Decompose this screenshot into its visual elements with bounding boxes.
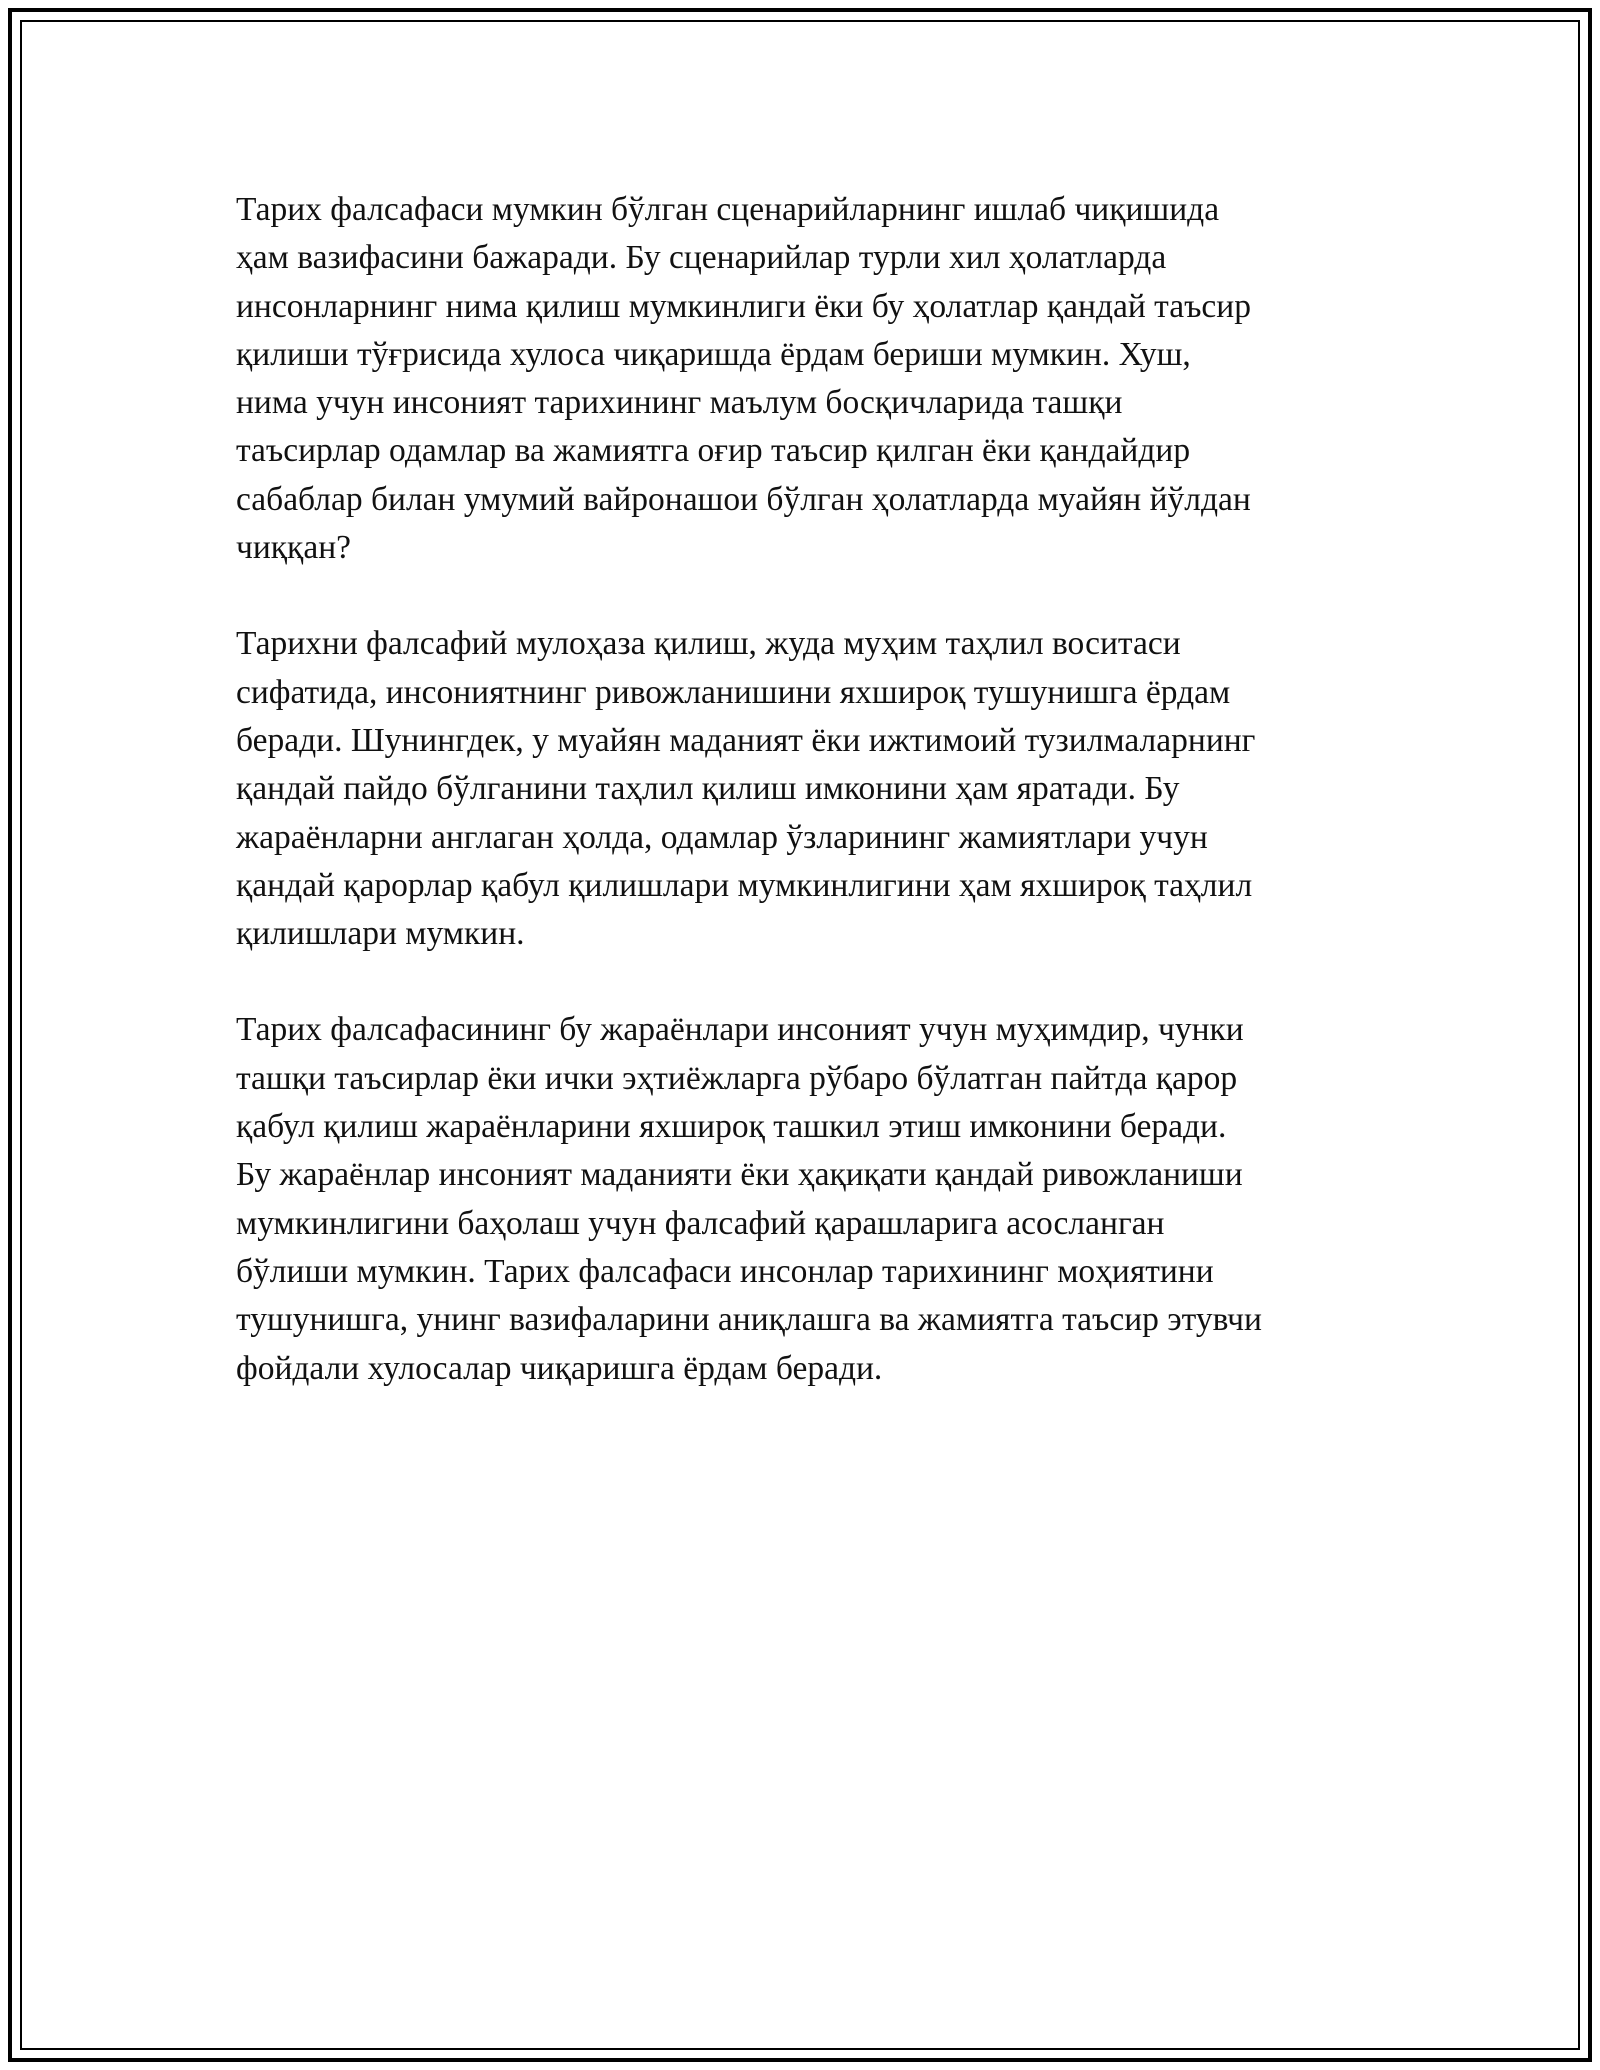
text-line: қилишлари мумкин. xyxy=(236,915,525,953)
text-line: бўлиши мумкин. Тарих фалсафаси инсонлар тарихининг моҳиятини xyxy=(236,1252,1214,1290)
text-line: жараёнларни англаган ҳолда, одамлар ўзларининг жамиятлари учун xyxy=(236,818,1208,856)
paragraph-1 xyxy=(236,186,1366,572)
text-line: инсонларнинг нима қилиш мумкинлиги ёки бу ҳолатлар қандай таъсир xyxy=(236,287,1251,325)
text-line: чиққан? xyxy=(236,529,351,567)
text-line: таъсирлар одамлар ва жамиятга оғир таъсир қилган ёки қандайдир xyxy=(236,432,1191,470)
text-line: Бу жараёнлар инсоният маданияти ёки ҳақиқати қандай ривожланиши xyxy=(236,1156,1243,1194)
text-line: ташқи таъсирлар ёки ички эҳтиёжларга рўбаро бўлатган пайтда қарор xyxy=(236,1059,1238,1097)
paragraph-3 xyxy=(236,1006,1366,1392)
text-line: нима учун инсоният тарихининг маълум босқичларида ташқи xyxy=(236,384,1123,422)
paragraph-2 xyxy=(236,620,1366,958)
text-line: тушунишга, унинг вазифаларини аниқлашга ва жамиятга таъсир этувчи xyxy=(236,1301,1262,1339)
text-line: ҳам вазифасини бажаради. Бу сценарийлар турли хил ҳолатларда xyxy=(236,239,1167,277)
text-line: сифатида, инсониятнинг ривожланишини яхшироқ тушунишга ёрдам xyxy=(236,673,1231,711)
text-line: Тарих фалсафаси мумкин бўлган сценарийларнинг ишлаб чиқишида xyxy=(236,191,1220,228)
document-body xyxy=(236,186,1366,1441)
text-line: қандай қарорлар қабул қилишлари мумкинлигини ҳам яхшироқ таҳлил xyxy=(236,866,1253,904)
text-line: мумкинлигини баҳолаш учун фалсафий қарашларига асосланган xyxy=(236,1204,1165,1242)
text-line: Тарихни фалсафий мулоҳаза қилиш, жуда муҳим таҳлил воситаси xyxy=(236,625,1181,663)
text-line: фойдали хулосалар чиқаришга ёрдам беради. xyxy=(236,1349,883,1387)
text-line: сабаблар билан умумий вайронашои бўлган ҳолатларда муайян йўлдан xyxy=(236,480,1251,518)
text-line: қабул қилиш жараёнларини яхшироқ ташкил этиш имконини беради. xyxy=(236,1108,1227,1146)
text-line: Тарих фалсафасининг бу жараёнлари инсоният учун муҳимдир, чунки xyxy=(236,1011,1244,1049)
text-line: қандай пайдо бўлганини таҳлил қилиш имконини ҳам яратади. Бу xyxy=(236,770,1180,808)
text-line: беради. Шунингдек, у муайян маданият ёки ижтимоий тузилмаларнинг xyxy=(236,721,1256,759)
text-line: қилиши тўғрисида хулоса чиқаришда ёрдам бериши мумкин. Хуш, xyxy=(236,335,1191,373)
